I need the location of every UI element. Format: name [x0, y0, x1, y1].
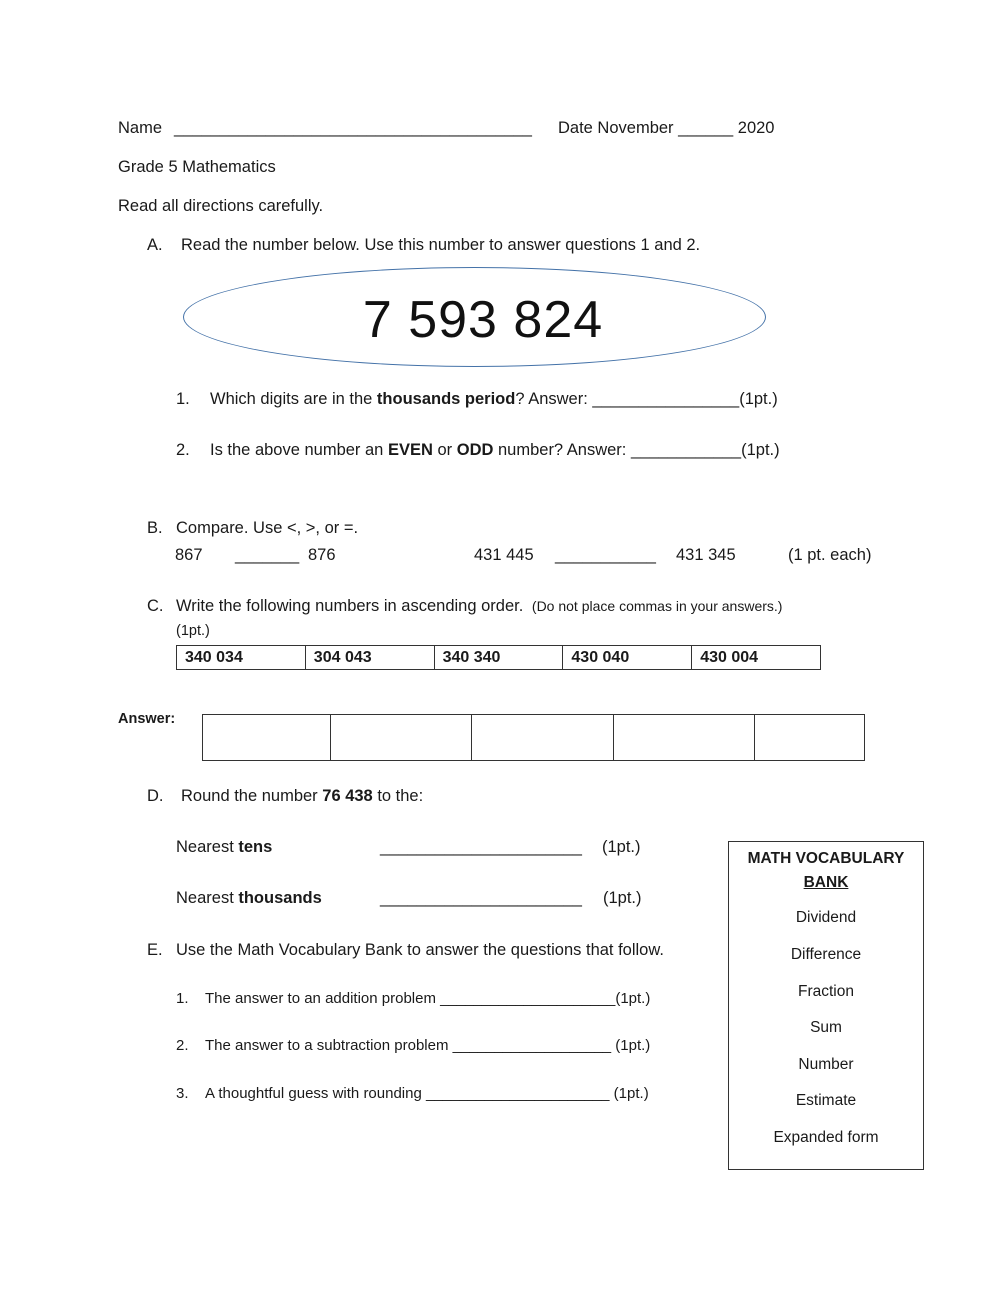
question-e3-number: 3. [176, 1085, 189, 1102]
bank-title-line1: MATH VOCABULARY [747, 850, 905, 867]
date-label: Date November ______ 2020 [558, 119, 775, 137]
question-a2 [210, 441, 780, 460]
answer-cell[interactable] [755, 715, 865, 761]
section-c-instruction [176, 597, 782, 616]
bank-word: Fraction [798, 983, 854, 1000]
section-d-number: 76 438 [322, 787, 373, 805]
section-d-instruction [181, 787, 423, 806]
section-c-points: (1pt.) [176, 623, 210, 639]
compare-right-b: 431 345 [676, 546, 736, 564]
round-tens-pre: Nearest [176, 838, 239, 856]
compare-right-a: 876 [308, 546, 336, 564]
question-a1-bold: thousands period [376, 390, 516, 408]
round-thousands-bold: thousands [238, 889, 322, 907]
section-d-text: Round the number [181, 787, 323, 805]
round-tens-points: (1pt.) [602, 838, 641, 856]
vocabulary-bank [728, 841, 924, 1170]
question-a2-answer[interactable]: number? Answer: ____________(1pt.) [493, 441, 780, 459]
round-thousands-blank[interactable]: ______________________ [380, 889, 582, 907]
question-e1[interactable]: The answer to an addition problem _____________________(1pt.) [205, 990, 651, 1007]
compare-points: (1 pt. each) [788, 546, 872, 564]
bank-word: Dividend [795, 909, 857, 926]
answer-cell[interactable] [472, 715, 614, 761]
question-a1 [210, 390, 778, 409]
answer-table [202, 714, 865, 761]
question-a2-odd: ODD [456, 441, 494, 459]
answer-cell[interactable] [614, 715, 755, 761]
question-a2-even: EVEN [387, 441, 433, 459]
number-cell: 340 340 [434, 646, 563, 670]
round-thousands-points: (1pt.) [603, 889, 642, 907]
bank-word: Difference [790, 946, 862, 963]
round-tens-bold: tens [238, 838, 273, 856]
name-label: Name [118, 119, 163, 137]
compare-left-b: 431 445 [474, 546, 534, 564]
section-b-letter: B. [147, 519, 163, 537]
section-c-letter: C. [147, 597, 164, 615]
number-cell: 430 004 [692, 646, 821, 670]
round-tens-label [176, 838, 272, 857]
number-cell: 340 034 [177, 646, 306, 670]
compare-blank-a[interactable]: _______ [235, 546, 300, 564]
compare-left-a: 867 [175, 546, 203, 564]
question-a1-answer[interactable]: ? Answer: ________________(1pt.) [515, 390, 778, 408]
section-c-instruction-text: Write the following numbers in ascending order. [176, 597, 524, 615]
section-e-letter: E. [147, 941, 163, 959]
bank-word: Number [798, 1056, 854, 1073]
section-d-letter: D. [147, 787, 164, 805]
section-c-note: (Do not place commas in your answers.) [531, 598, 783, 614]
bank-word: Sum [810, 1019, 842, 1036]
directions-text: Read all directions carefully. [118, 197, 324, 215]
section-d-text-end: to the: [372, 787, 424, 805]
name-blank[interactable]: _______________________________________ [174, 119, 532, 137]
bank-title-line2: BANK [803, 874, 849, 891]
answer-cell[interactable] [331, 715, 472, 761]
section-e-instruction: Use the Math Vocabulary Bank to answer the questions that follow. [176, 941, 664, 959]
compare-blank-b[interactable]: ___________ [555, 546, 656, 564]
question-a1-number: 1. [176, 390, 190, 408]
bank-word: Estimate [795, 1092, 857, 1109]
question-a1-text: Which digits are in the [210, 390, 377, 408]
number-cell: 430 040 [563, 646, 692, 670]
question-e2-number: 2. [176, 1037, 189, 1054]
question-a2-or: or [432, 441, 457, 459]
question-e1-number: 1. [176, 990, 189, 1007]
section-b-instruction: Compare. Use <, >, or =. [176, 519, 359, 537]
answer-cell[interactable] [203, 715, 331, 761]
subject-title: Grade 5 Mathematics [118, 158, 276, 176]
bank-word: Expanded form [773, 1129, 879, 1146]
question-a2-text: Is the above number an [210, 441, 388, 459]
question-a2-number: 2. [176, 441, 190, 459]
question-e2[interactable]: The answer to a subtraction problem ___________________ (1pt.) [205, 1037, 651, 1054]
answer-label: Answer: [118, 711, 176, 727]
round-tens-blank[interactable]: ______________________ [380, 838, 582, 856]
question-e3[interactable]: A thoughtful guess with rounding ______________________ (1pt.) [205, 1085, 649, 1102]
round-thousands-label [176, 889, 322, 908]
number-cell: 304 043 [305, 646, 434, 670]
section-a-letter: A. [147, 236, 163, 254]
numbers-table [176, 645, 821, 670]
featured-number: 7 593 824 [362, 291, 604, 349]
section-a-instruction: Read the number below. Use this number to answer questions 1 and 2. [181, 236, 701, 254]
round-thousands-pre: Nearest [176, 889, 239, 907]
